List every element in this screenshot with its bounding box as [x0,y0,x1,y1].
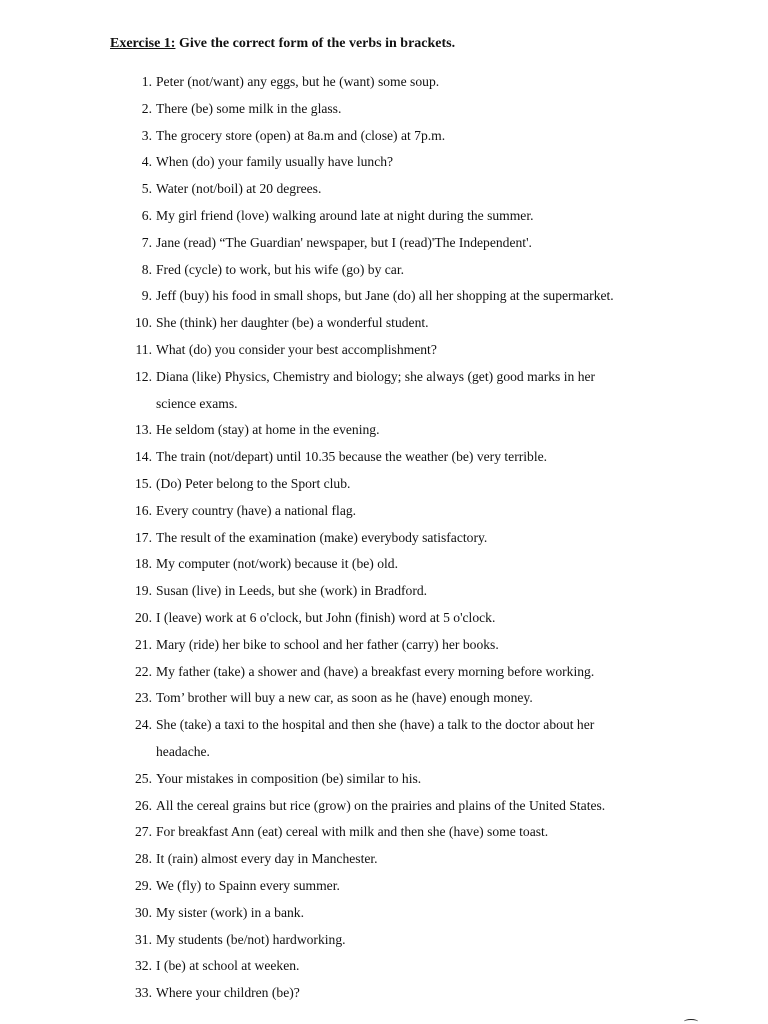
item-number: 22. [135,663,152,679]
exercise-instruction: Give the correct form of the verbs in brackets. [175,36,456,51]
item-number: 27. [135,824,152,840]
item-text: When (do) your family usually have lunch? [156,154,394,170]
exercise-item [100,551,700,578]
exercise-item [100,203,700,230]
item-number: 19. [135,583,152,599]
item-text: Your mistakes in composition (be) similar to his. [156,770,422,786]
item-number: 33. [135,985,152,1001]
exercise-item [100,471,700,498]
exercise-item [100,632,700,659]
item-text: She (take) a taxi to the hospital and then she (have) a talk to the doctor about her [156,717,595,733]
item-text: Fred (cycle) to work, but his wife (go) by car. [156,261,405,277]
item-text: Susan (live) in Leeds, but she (work) in Bradford. [156,583,428,599]
item-text: Mary (ride) her bike to school and her father (carry) her books. [156,636,499,652]
item-number: 20. [135,609,152,625]
item-number: 18. [135,556,152,572]
exercise-item [100,123,700,150]
item-number: 10. [135,315,152,331]
item-text: Peter (not/want) any eggs, but he (want) some soup. [156,74,440,89]
item-number: 12. [135,368,152,384]
item-text: The grocery store (open) at 8a.m and (close) at 7p.m. [156,127,446,143]
item-number: 31. [135,931,152,947]
item-text: What (do) you consider your best accomplishment? [156,341,437,357]
item-number: 7. [141,234,152,250]
exercise-item [100,980,700,1007]
exercise-item [100,900,700,927]
item-text: Where your children (be)? [156,985,300,1001]
item-text: All the cereal grains but rice (grow) on the prairies and plains of the United States. [156,797,606,813]
item-number: 29. [135,877,152,893]
item-number: 14. [135,449,152,465]
item-number: 6. [141,207,152,223]
item-number: 4. [141,154,152,170]
item-text-continuation: science exams. [156,395,238,411]
item-number: 23. [135,690,152,706]
exercise-item [100,578,700,605]
exercise-item [100,953,700,980]
item-number: 32. [135,958,152,974]
item-text: I (leave) work at 6 o'clock, but John (finish) word at 5 o'clock. [156,609,496,625]
item-text: I (be) at school at weeken. [156,958,300,974]
item-number: 30. [135,904,152,920]
item-number: 25. [135,770,152,786]
item-text: It (rain) almost every day in Manchester. [156,851,378,867]
item-number: 2. [141,100,152,116]
item-number: 9. [141,288,152,304]
exercise-item [100,712,700,766]
exercise-list [100,69,700,1007]
item-text: Diana (like) Physics, Chemistry and biology; she always (get) good marks in her [156,368,596,384]
exercise-item [100,873,700,900]
exercise-item [100,337,700,364]
page-corner-mark [684,1019,698,1024]
item-text: For breakfast Ann (eat) cereal with milk and then she (have) some toast. [156,824,549,840]
item-number: 15. [135,475,152,491]
exercise-item [100,230,700,257]
item-text: Jeff (buy) his food in small shops, but Jane (do) all her shopping at the supermarket. [156,288,614,304]
item-text-continuation: headache. [156,743,210,759]
exercise-item [100,69,700,96]
exercise-item [100,498,700,525]
item-text: The result of the examination (make) everybody satisfactory. [156,529,488,545]
exercise-item [100,310,700,337]
exercise-item [100,846,700,873]
exercise-item [100,417,700,444]
item-text: My father (take) a shower and (have) a breakfast every morning before working. [156,663,595,679]
item-number: 24. [135,717,152,733]
exercise-item [100,793,700,820]
item-text: (Do) Peter belong to the Sport club. [156,475,351,491]
item-number: 8. [141,261,152,277]
exercise-item [100,819,700,846]
exercise-label: Exercise 1: [110,36,176,51]
item-number: 11. [135,341,152,357]
exercise-item [100,283,700,310]
item-text: The train (not/depart) until 10.35 because the weather (be) very terrible. [156,449,548,465]
item-text: Every country (have) a national flag. [156,502,357,518]
item-text: He seldom (stay) at home in the evening. [156,422,380,438]
item-text: Water (not/boil) at 20 degrees. [156,181,322,197]
item-number: 16. [135,502,152,518]
exercise-item [100,659,700,686]
item-text: She (think) her daughter (be) a wonderful student. [156,315,429,331]
item-number: 3. [141,127,152,143]
exercise-item [100,444,700,471]
item-text: We (fly) to Spainn every summer. [156,877,340,893]
item-number: 13. [135,422,152,438]
item-number: 17. [135,529,152,545]
exercise-heading [110,36,455,52]
exercise-item [100,605,700,632]
item-text: Jane (read) “The Guardian' newspaper, but I (read)'The Independent'. [156,234,532,250]
item-number: 5. [141,181,152,197]
exercise-item [100,364,700,418]
exercise-item [100,176,700,203]
item-number: 21. [135,636,152,652]
item-number: 26. [135,797,152,813]
exercise-item [100,96,700,123]
item-text: My sister (work) in a bank. [156,904,304,920]
item-text: There (be) some milk in the glass. [156,100,342,116]
exercise-item [100,927,700,954]
item-text: My computer (not/work) because it (be) old. [156,556,398,572]
item-number: 1. [141,74,152,89]
item-number: 28. [135,851,152,867]
item-text: My girl friend (love) walking around late at night during the summer. [156,207,534,223]
item-text: Tom’ brother will buy a new car, as soon as he (have) enough money. [156,690,533,706]
exercise-item [100,257,700,284]
exercise-item [100,766,700,793]
item-text: My students (be/not) hardworking. [156,931,346,947]
exercise-item [100,525,700,552]
exercise-item [100,149,700,176]
exercise-item [100,685,700,712]
